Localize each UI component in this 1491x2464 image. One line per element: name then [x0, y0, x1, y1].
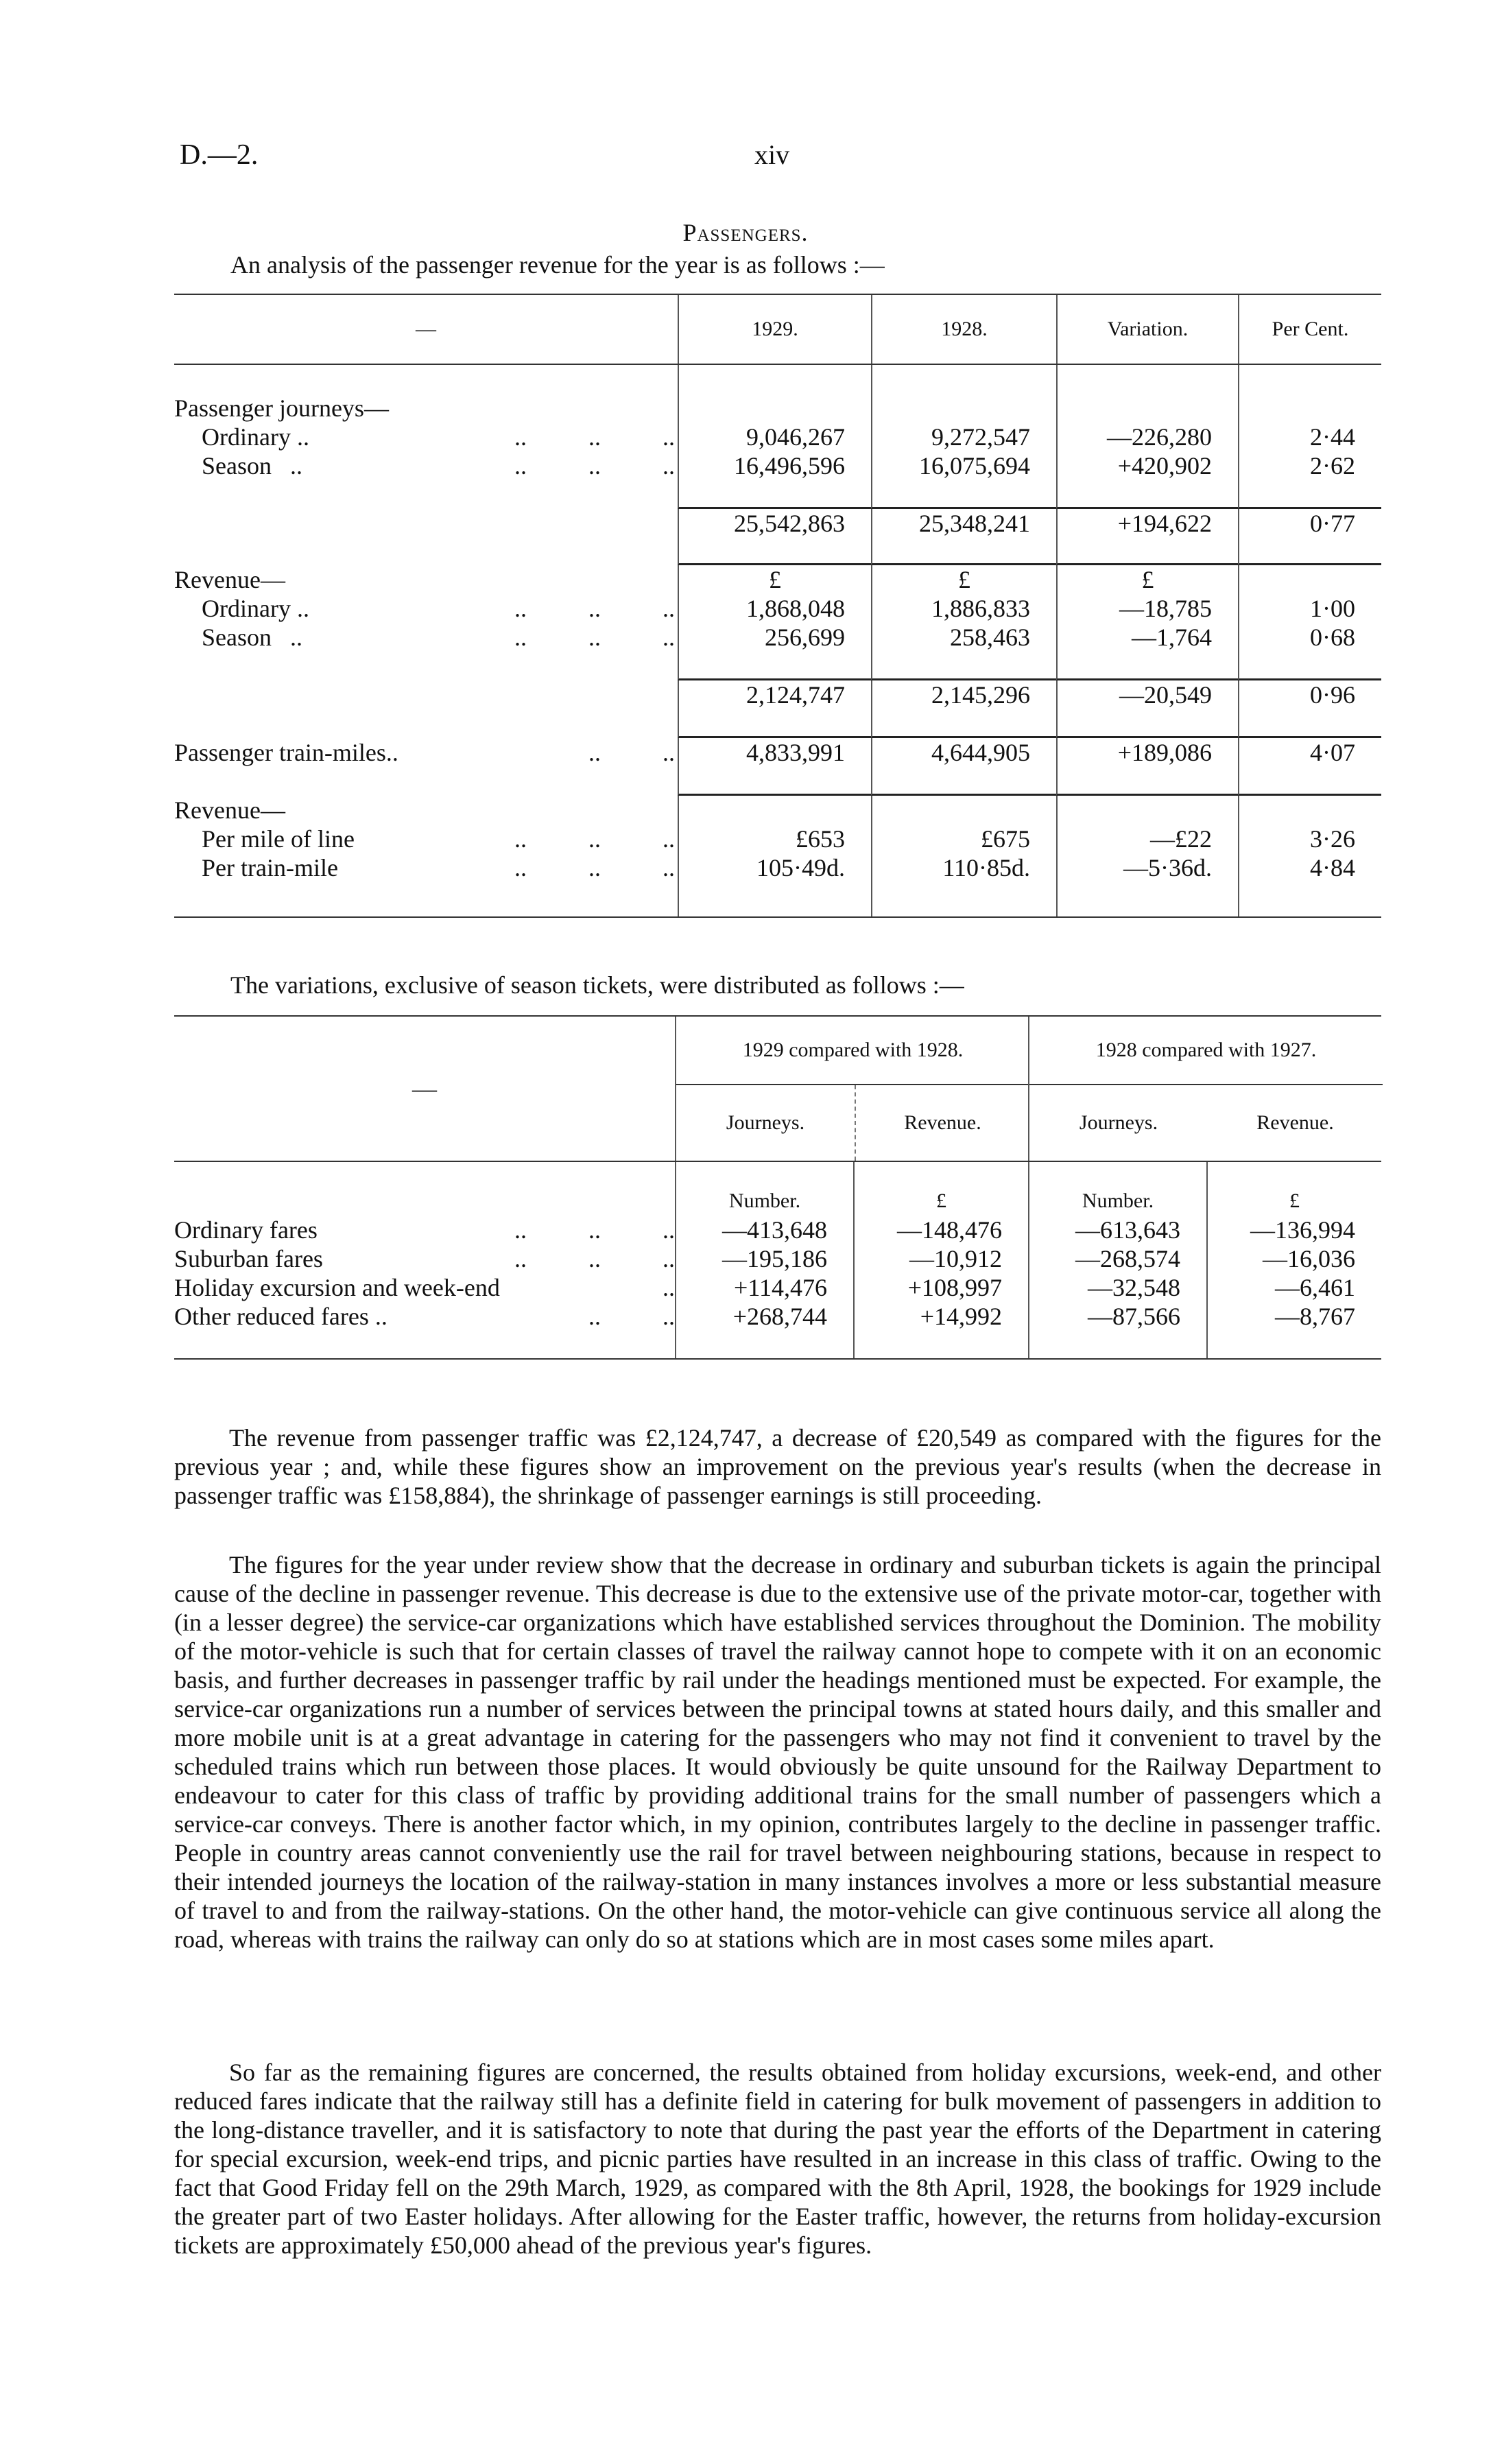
- row-label: Per mile of line: [202, 825, 355, 853]
- row-label: Other reduced fares ..: [174, 1303, 387, 1330]
- cell: £653: [678, 825, 871, 853]
- cell: —6,461: [1206, 1273, 1381, 1302]
- subheader-revenue: Revenue.: [1256, 1111, 1334, 1134]
- cell: 16,075,694: [871, 451, 1056, 480]
- cell: 2·62: [1238, 451, 1381, 480]
- cell: 258,463: [871, 623, 1056, 652]
- row-label: Ordinary ..: [202, 595, 309, 622]
- cell: —20,549: [1056, 680, 1238, 709]
- cell: +114,476: [675, 1273, 853, 1302]
- cell: 4,644,905: [871, 738, 1056, 767]
- cell: —613,643: [1028, 1216, 1206, 1244]
- leader-dots: .. .. ..: [514, 825, 675, 853]
- cell: 25,348,241: [871, 509, 1056, 538]
- cell: —16,036: [1206, 1244, 1381, 1273]
- table-row: [174, 423, 1381, 451]
- total-row: [174, 509, 1381, 538]
- table-row: [174, 1302, 1381, 1331]
- cell: +108,997: [853, 1273, 1028, 1302]
- unit-label: Number.: [1028, 1187, 1206, 1216]
- cell: —268,574: [1028, 1244, 1206, 1273]
- leader-dots: .. .. ..: [514, 1245, 675, 1272]
- row-label: Season ..: [202, 624, 302, 651]
- cell: 16,496,596: [678, 451, 871, 480]
- cell: —136,994: [1206, 1216, 1381, 1244]
- subheader-journeys: Journeys.: [1079, 1111, 1158, 1134]
- header-dash: —: [416, 318, 436, 340]
- unit-label: Number.: [675, 1187, 853, 1216]
- cell: 3·26: [1238, 825, 1381, 853]
- cell: 9,046,267: [678, 423, 871, 451]
- group-header-1929: 1929 compared with 1928.: [676, 1017, 1029, 1085]
- leader-dots: .. .. ..: [514, 624, 675, 651]
- intro-text-2: The variations, exclusive of season tickets, were distributed as follows :—: [230, 971, 964, 999]
- cell: —10,912: [853, 1244, 1028, 1273]
- header-dash: —: [412, 1075, 437, 1102]
- row-label: Ordinary fares: [174, 1216, 318, 1244]
- currency-unit: £: [1056, 565, 1238, 594]
- cell: 0·77: [1238, 509, 1381, 538]
- currency-unit: £: [871, 565, 1056, 594]
- passenger-revenue-table: [174, 294, 1381, 918]
- intro-text: An analysis of the passenger revenue for the year is as follows :—: [230, 251, 885, 279]
- table-row: [174, 1273, 1381, 1302]
- cell: 2,145,296: [871, 680, 1056, 709]
- cell: 0·96: [1238, 680, 1381, 709]
- cell: 0·68: [1238, 623, 1381, 652]
- row-label: Passenger train-miles..: [174, 739, 398, 766]
- paragraph: The revenue from passenger traffic was £2,124,747, a decrease of £20,549 as compared with the figures for the previous year ; and, while these figures show an improvement on the previous year's results (when the decrease in passenger traffic was £158,884), the shrinkage of passenger earnings is still proceeding.: [174, 1424, 1381, 1509]
- cell: +194,622: [1056, 509, 1238, 538]
- cell: —5·36d.: [1056, 853, 1238, 882]
- table-row: [174, 738, 1381, 767]
- cell: 110·85d.: [871, 853, 1056, 882]
- cell: 1,886,833: [871, 594, 1056, 623]
- cell: —18,785: [1056, 594, 1238, 623]
- table-row: [174, 594, 1381, 623]
- cell: +420,902: [1056, 451, 1238, 480]
- total-row: [174, 680, 1381, 709]
- table-row: [174, 623, 1381, 652]
- cell: +268,744: [675, 1302, 853, 1331]
- leader-dots: .. ..: [588, 1303, 675, 1330]
- cell: +189,086: [1056, 738, 1238, 767]
- cell: 2,124,747: [678, 680, 871, 709]
- cell: —226,280: [1056, 423, 1238, 451]
- subheader-journeys: Journeys.: [726, 1111, 805, 1134]
- leader-dots: .. .. ..: [514, 1216, 675, 1244]
- row-label: Suburban fares: [174, 1245, 323, 1272]
- cell: —195,186: [675, 1244, 853, 1273]
- leader-dots: .. .. ..: [514, 423, 675, 451]
- cell: 4,833,991: [678, 738, 871, 767]
- cell: —148,476: [853, 1216, 1028, 1244]
- table-row: [174, 1244, 1381, 1273]
- col-header-variation: Variation.: [1056, 295, 1238, 364]
- table-row: [174, 451, 1381, 480]
- unit-label: £: [853, 1187, 1028, 1216]
- row-label: Per train-mile: [202, 854, 338, 881]
- leader-dots: .. .. ..: [514, 595, 675, 622]
- leader-dots: ..: [663, 1274, 675, 1301]
- cell: 9,272,547: [871, 423, 1056, 451]
- cell: 25,542,863: [678, 509, 871, 538]
- cell: 4·84: [1238, 853, 1381, 882]
- cell: —8,767: [1206, 1302, 1381, 1331]
- cell: —87,566: [1028, 1302, 1206, 1331]
- cell: —£22: [1056, 825, 1238, 853]
- row-label: Ordinary ..: [202, 423, 309, 451]
- cell: —1,764: [1056, 623, 1238, 652]
- cell: 105·49d.: [678, 853, 871, 882]
- row-group-label: Revenue—: [174, 796, 285, 824]
- leader-dots: .. .. ..: [514, 452, 675, 479]
- currency-unit: £: [678, 565, 871, 594]
- col-header-percent: Per Cent.: [1238, 295, 1381, 364]
- cell: £675: [871, 825, 1056, 853]
- col-header-1928: 1928.: [871, 295, 1056, 364]
- cell: 2·44: [1238, 423, 1381, 451]
- col-header-1929: 1929.: [678, 295, 871, 364]
- cell: 1·00: [1238, 594, 1381, 623]
- leader-dots: .. .. ..: [514, 854, 675, 881]
- cell: 4·07: [1238, 738, 1381, 767]
- subheader-revenue: Revenue.: [855, 1085, 1029, 1161]
- paragraph: The figures for the year under review show that the decrease in ordinary and suburban tickets is again the principal cause of the decline in passenger revenue. This decrease is due to the extensive use of the private motor-car, together with (in a lesser degree) the service-car organizations which have established services throughout the Dominion. The mobility of the motor-vehicle is such that for certain classes of travel the railway cannot hope to compete with it on an economic basis, and further decreases in passenger traffic by rail under the headings mentioned must be expected. For example, the service-car organizations run a number of services between the principal towns at stated hours daily, and this smaller and more mobile unit is at a great advantage in catering for the passengers who may not find it convenient to travel by the scheduled trains which run between those places. It would obviously be quite unsound for the Railway Department to endeavour to cater for this class of traffic by providing additional trains for the small number of passengers which a service-car conveys. There is another factor which, in my opinion, contributes largely to the decline in passenger traffic. People in country areas cannot conveniently use the rail for travel between neighbouring stations, because in respect to their intended journeys the location of the railway-station in many instances involves a more or less substantial measure of travel to and from the railway-stations. On the other hand, the motor-vehicle can give continuous service all along the road, whereas with trains the railway can only do so at stations which are in most cases some miles apart.: [174, 1551, 1381, 1953]
- group-header-1928: 1928 compared with 1927.: [1029, 1017, 1383, 1085]
- page-number: xiv: [754, 139, 790, 170]
- row-group-label: Passenger journeys—: [174, 394, 389, 422]
- leader-dots: .. ..: [588, 739, 675, 766]
- section-title: Passengers.: [682, 219, 809, 246]
- row-label: Holiday excursion and week-end: [174, 1274, 500, 1301]
- row-label: Season ..: [202, 452, 302, 479]
- document-id: D.—2.: [180, 139, 259, 171]
- cell: —32,548: [1028, 1273, 1206, 1302]
- variations-table: [174, 1015, 1381, 1360]
- cell: 256,699: [678, 623, 871, 652]
- cell: +14,992: [853, 1302, 1028, 1331]
- paragraph: So far as the remaining figures are concerned, the results obtained from holiday excursions, week-end, and other reduced fares indicate that the railway still has a definite field in catering for bulk movement of passengers in addition to the long-distance traveller, and it is satisfactory to note that during the past year the efforts of the Department in catering for special excursion, week-end trips, and picnic parties have resulted in an increase in this class of traffic. Owing to the fact that Good Friday fell on the 29th March, 1929, as compared with the 8th April, 1928, the bookings for 1929 include the greater part of two Easter holidays. After allowing for the Easter traffic, however, the returns from holiday-excursion tickets are approximately £50,000 ahead of the previous year's figures.: [174, 2059, 1381, 2259]
- cell: —413,648: [675, 1216, 853, 1244]
- table-row: [174, 825, 1381, 853]
- unit-label: £: [1206, 1187, 1381, 1216]
- cell: 1,868,048: [678, 594, 871, 623]
- table-row: [174, 853, 1381, 882]
- table-row: [174, 1216, 1381, 1244]
- row-group-label: Revenue—: [174, 566, 285, 593]
